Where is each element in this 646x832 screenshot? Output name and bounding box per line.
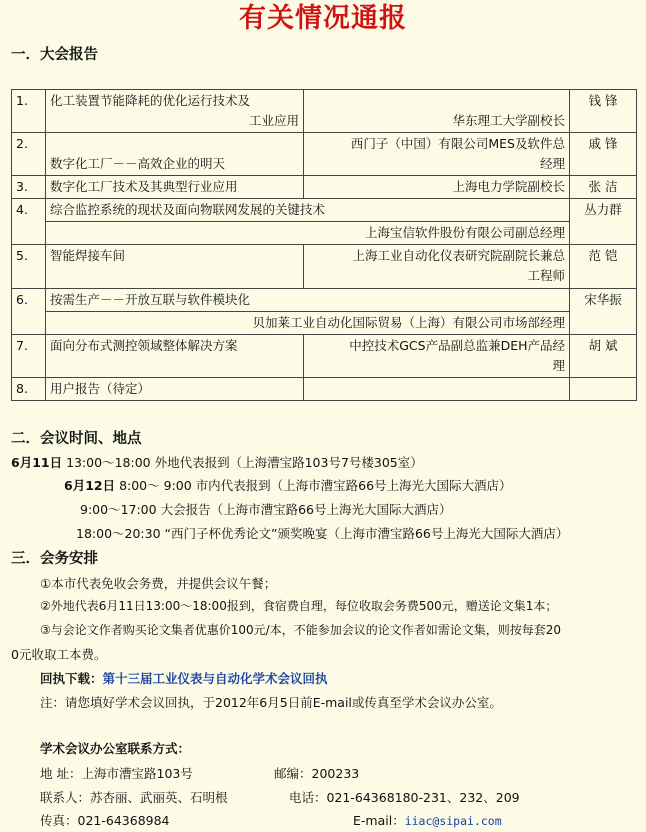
arrangement-item-cont: 0元收取工本费。 <box>11 647 107 662</box>
report-topic-line: 化工装置节能降耗的优化运行技术及 <box>50 93 251 108</box>
report-num: 3. <box>12 176 46 199</box>
report-affiliation-line: 理 <box>552 358 565 373</box>
report-speaker: 钱 锋 <box>570 90 637 133</box>
contact-zip <box>274 764 359 782</box>
report-affiliation: 上海宝信软件股份有限公司副总经理 <box>46 222 570 245</box>
report-num: 2. <box>12 133 46 176</box>
receipt-download-link[interactable]: 第十三届工业仪表与自动化学术会议回执 <box>102 671 328 686</box>
reports-table <box>11 89 637 401</box>
download-label: 回执下载： <box>40 671 103 686</box>
report-topic: 数字化工厂技术及其典型行业应用 <box>46 176 304 199</box>
schedule-text: 8:00～ 9:00 市内代表报到（上海市漕宝路66号上海光大国际大酒店） <box>115 478 512 493</box>
contact-email <box>353 811 502 829</box>
table-row <box>12 90 637 133</box>
schedule-line <box>64 476 512 494</box>
report-topic: 数字化工厂－－高效企业的明天 <box>46 133 304 176</box>
report-affiliation: 贝加莱工业自动化国际贸易（上海）有限公司市场部经理 <box>46 312 570 335</box>
schedule-date: 6月11日 <box>11 455 63 470</box>
report-speaker: 胡 斌 <box>570 335 637 378</box>
arrangement-item: ②外地代表6月11日13:00～18:00报到，食宿费自理，每位收取会务费500元，赠送论文集1本； <box>40 599 558 613</box>
section-heading-arrangements: 三．会务安排 <box>11 551 98 567</box>
report-affiliation <box>304 335 570 378</box>
report-num: 4. <box>12 199 46 245</box>
report-affiliation-line: 工程师 <box>527 268 565 283</box>
receipt-note: 注：请您填好学术会议回执，于2012年6月5日前E-mail或传真至学术会议办公室。 <box>40 695 502 710</box>
download-line <box>40 669 328 687</box>
report-affiliation-line: 上海工业自动化仪表研究院副院长兼总 <box>352 248 565 263</box>
table-row <box>12 199 637 222</box>
section-heading-time-place: 二．会议时间、地点 <box>11 431 142 447</box>
report-speaker: 宋华振 <box>570 289 637 335</box>
report-affiliation <box>304 245 570 289</box>
report-topic: 按需生产－－开放互联与软件模块化 <box>46 289 570 312</box>
report-num: 8. <box>12 378 46 401</box>
zip-label: 邮编： <box>274 766 312 781</box>
report-speaker: 范 铠 <box>570 245 637 289</box>
table-row <box>12 312 637 335</box>
fax-label: 传真： <box>40 813 78 828</box>
tel-label: 电话： <box>289 790 327 805</box>
report-affiliation <box>304 133 570 176</box>
report-affiliation: 华东理工大学副校长 <box>304 90 570 133</box>
contact-tel <box>289 788 520 806</box>
table-row <box>12 133 637 176</box>
contact-heading: 学术会议办公室联系方式： <box>40 741 191 756</box>
arrangement-item: ①本市代表免收会务费，并提供会议午餐； <box>40 576 277 591</box>
contact-persons <box>40 788 228 806</box>
table-row <box>12 289 637 312</box>
arrangement-item: ③与会论文作者购买论文集者优惠价100元/本，不能参加会议的论文作者如需论文集，则按每套20 <box>40 623 561 637</box>
schedule-date: 6月12日 <box>64 478 116 493</box>
table-row <box>12 222 637 245</box>
report-topic: 综合监控系统的现状及面向物联网发展的关键技术 <box>46 199 570 222</box>
report-topic <box>46 90 304 133</box>
contact-fax <box>40 811 170 829</box>
contact-address <box>40 764 193 782</box>
fax-value: 021-64368984 <box>77 813 170 828</box>
report-num: 7. <box>12 335 46 378</box>
report-speaker <box>570 378 637 401</box>
persons-label: 联系人： <box>40 790 91 805</box>
report-topic-line: 工业应用 <box>248 113 299 128</box>
schedule-text: 9:00～17:00 大会报告（上海市漕宝路66号上海光大国际大酒店） <box>80 502 452 517</box>
report-affiliation <box>304 378 570 401</box>
table-row <box>12 176 637 199</box>
report-num: 5. <box>12 245 46 289</box>
report-speaker: 张 洁 <box>570 176 637 199</box>
report-num: 6. <box>12 289 46 335</box>
report-affiliation: 上海电力学院副校长 <box>304 176 570 199</box>
page-title: 有关情况通报 <box>239 3 407 34</box>
table-row <box>12 245 637 289</box>
zip-value: 200233 <box>311 766 360 781</box>
section-heading-reports: 一．大会报告 <box>11 47 98 63</box>
tel-value: 021-64368180-231、232、209 <box>326 790 520 805</box>
schedule-text: 13:00～18:00 外地代表报到（上海漕宝路103号7号楼305室） <box>62 455 423 470</box>
email-link[interactable]: iiac@sipai.com <box>404 814 502 828</box>
report-topic: 智能焊接车间 <box>46 245 304 289</box>
schedule-text: 18:00～20:30 “西门子杯优秀论文”颁奖晚宴（上海市漕宝路66号上海光大国际大酒店） <box>76 526 569 541</box>
report-topic: 用户报告（待定） <box>46 378 304 401</box>
address-label: 地 址： <box>40 766 82 781</box>
address-value: 上海市漕宝路103号 <box>81 766 193 781</box>
report-affiliation-line: 经理 <box>539 156 565 171</box>
table-row <box>12 378 637 401</box>
report-speaker: 戚 锋 <box>570 133 637 176</box>
report-speaker: 丛力群 <box>570 199 637 245</box>
table-row <box>12 335 637 378</box>
report-affiliation-line: 西门子（中国）有限公司MES及软件总 <box>350 136 565 151</box>
report-topic: 面向分布式测控领域整体解决方案 <box>46 335 304 378</box>
persons-value: 苏杏丽、武丽英、石明根 <box>90 790 228 805</box>
report-num: 1. <box>12 90 46 133</box>
email-label: E-mail： <box>353 813 405 828</box>
report-affiliation-line: 中控技术GCS产品副总监兼DEH产品经 <box>349 338 565 353</box>
schedule-line <box>11 453 423 471</box>
